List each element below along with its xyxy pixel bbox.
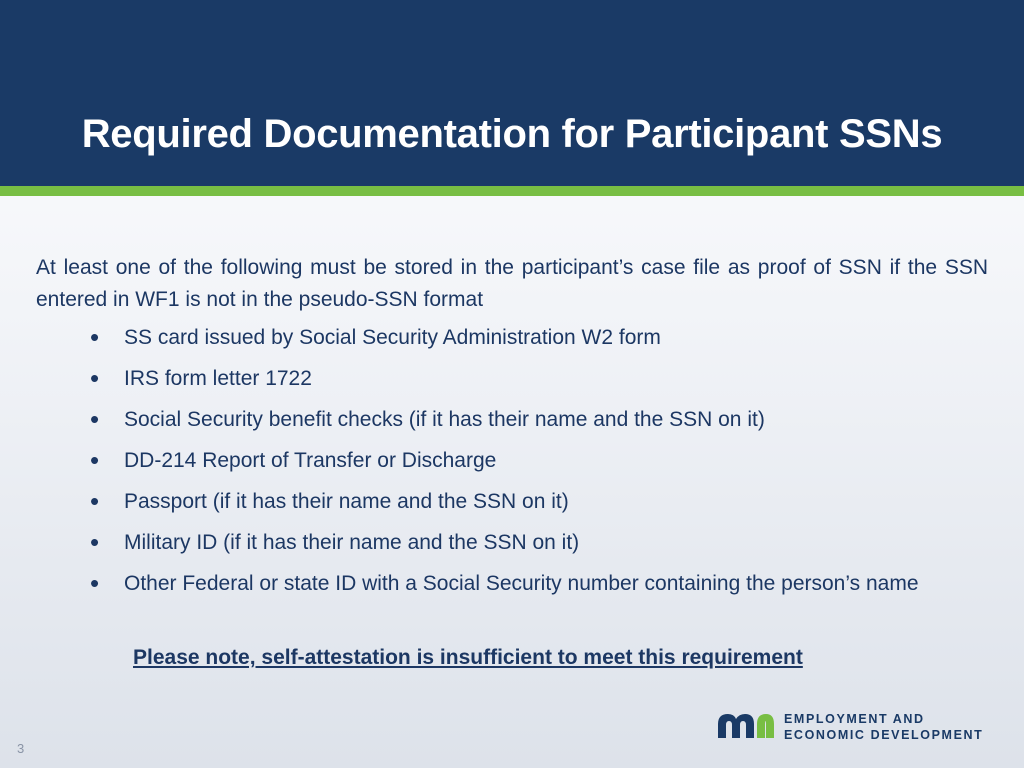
document-list [90, 322, 990, 609]
slide-header [0, 0, 1024, 186]
list-item [90, 404, 990, 436]
bullet-icon: • [90, 363, 100, 393]
slide-title: Required Documentation for Participant SSNs [81, 112, 943, 156]
requirement-note: Please note, self-attestation is insufficient to meet this requirement [133, 646, 803, 669]
logo-line-1: EMPLOYMENT AND [784, 712, 925, 726]
list-item-text: Social Security benefit checks (if it has their name and the SSN on it) [124, 408, 765, 431]
list-item [90, 445, 990, 477]
logo-text [784, 711, 999, 743]
deed-logo [716, 708, 996, 744]
list-item [90, 322, 990, 354]
bullet-icon: • [90, 322, 100, 352]
list-item [90, 527, 990, 559]
logo-line-2: ECONOMIC DEVELOPMENT [784, 728, 984, 742]
bullet-icon: • [90, 568, 100, 598]
list-item-text: Military ID (if it has their name and the SSN on it) [124, 531, 580, 554]
list-item [90, 486, 990, 518]
bullet-icon: • [90, 445, 100, 475]
page-number: 3 [17, 741, 25, 756]
list-item [90, 363, 990, 395]
bullet-icon: • [90, 527, 100, 557]
mn-logo-icon [716, 712, 776, 738]
list-item-text: SS card issued by Social Security Administration W2 form [124, 326, 661, 349]
list-item-text: Passport (if it has their name and the SSN on it) [124, 490, 569, 513]
list-item-text: Other Federal or state ID with a Social Security number containing the person’s name [124, 572, 919, 595]
list-item-text: IRS form letter 1722 [124, 367, 312, 390]
bullet-icon: • [90, 404, 100, 434]
bullet-icon: • [90, 486, 100, 516]
list-item-text: DD-214 Report of Transfer or Discharge [124, 449, 497, 472]
accent-bar [0, 186, 1024, 196]
intro-paragraph: At least one of the following must be stored in the participant’s case file as proof of SSN if the SSN entered in WF1 is not in the pseudo-SSN format [36, 256, 988, 311]
list-item [90, 568, 990, 600]
